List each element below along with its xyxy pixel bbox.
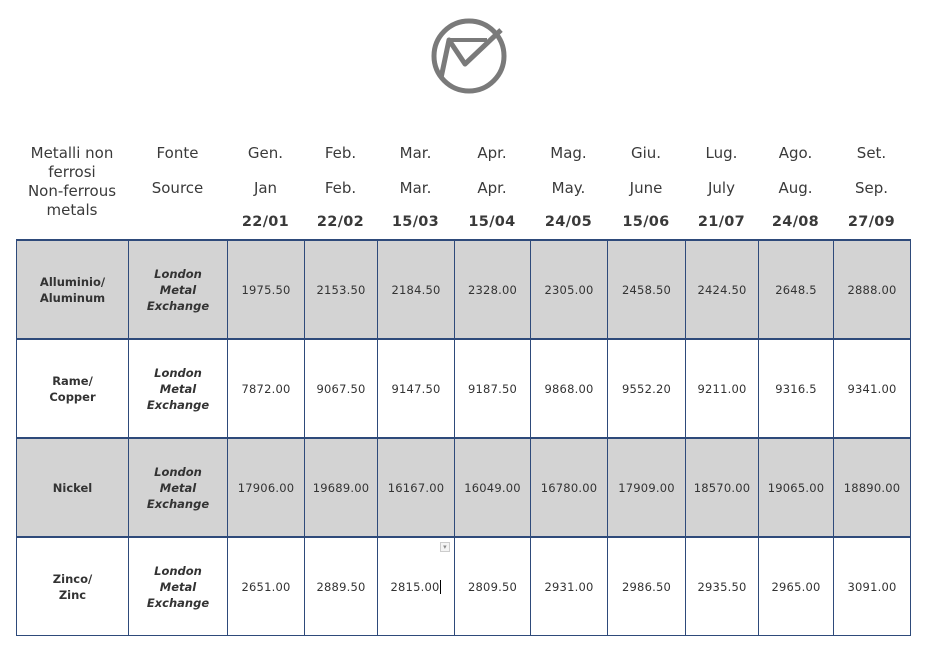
source-line: Metal [159, 381, 197, 396]
header-month-date: 15/03 [391, 214, 440, 230]
header-month-date: 15/06 [622, 214, 670, 230]
source-line: Exchange [146, 595, 210, 610]
header-month-en: Sep. [854, 179, 889, 197]
header-metals [16, 144, 128, 220]
company-logo-icon [427, 18, 511, 94]
header-month-en: Feb. [324, 179, 357, 197]
source-cell[interactable] [129, 438, 228, 537]
price-cell[interactable]: 9147.50 [378, 339, 455, 438]
source-line: Exchange [146, 397, 210, 412]
price-cell[interactable]: 16049.00 [455, 438, 531, 537]
source-line: Exchange [146, 496, 210, 511]
source-cell[interactable] [129, 537, 228, 636]
price-cell[interactable]: 2328.00 [455, 240, 531, 339]
header-month-date: 21/07 [697, 214, 746, 230]
price-cell[interactable]: 2935.50 [686, 537, 759, 636]
price-cell[interactable]: 18890.00 [834, 438, 911, 537]
table-row [17, 438, 911, 537]
metal-name-cell[interactable]: Zinco/ Zinc [17, 537, 129, 636]
price-cell[interactable] [378, 537, 455, 636]
metal-prices-table [16, 239, 911, 636]
header-source-it: Fonte [156, 144, 199, 162]
header-month-en: May. [551, 179, 586, 197]
price-cell[interactable]: 9067.50 [305, 339, 378, 438]
price-cell[interactable]: 17909.00 [608, 438, 686, 537]
source-line: London [154, 266, 202, 281]
header-metals-en: Non-ferrous metals [27, 182, 117, 219]
price-cell[interactable]: 2305.00 [531, 240, 608, 339]
source-line: Metal [159, 480, 197, 495]
header-month-it: Gen. [247, 144, 284, 162]
price-cell[interactable]: 19065.00 [759, 438, 834, 537]
price-cell[interactable]: 7872.00 [228, 339, 305, 438]
price-cell[interactable]: 2458.50 [608, 240, 686, 339]
price-cell[interactable]: 9341.00 [834, 339, 911, 438]
header-month-it: Set. [856, 144, 887, 162]
price-cell[interactable]: 2889.50 [305, 537, 378, 636]
price-cell[interactable]: 9316.5 [759, 339, 834, 438]
header-month-date: 27/09 [847, 214, 896, 230]
price-cell[interactable]: 9187.50 [455, 339, 531, 438]
price-cell[interactable]: 18570.00 [686, 438, 759, 537]
price-cell[interactable]: 2931.00 [531, 537, 608, 636]
table-row [17, 240, 911, 339]
price-cell[interactable]: 3091.00 [834, 537, 911, 636]
header-month-date: 15/04 [468, 214, 516, 230]
price-cell[interactable]: 17906.00 [228, 438, 305, 537]
price-cell[interactable]: 2986.50 [608, 537, 686, 636]
table-row [17, 339, 911, 438]
source-line: Exchange [146, 298, 210, 313]
table-row [17, 537, 911, 636]
header-metals-it: Metalli non ferrosi [30, 144, 114, 181]
header-month-it: Mag. [550, 144, 587, 162]
header-month-date: 24/08 [771, 214, 820, 230]
header-month-date: 24/05 [544, 214, 593, 230]
source-line: Metal [159, 579, 197, 594]
price-cell[interactable]: 16167.00 [378, 438, 455, 537]
price-cell[interactable]: 19689.00 [305, 438, 378, 537]
header-month-date: 22/02 [316, 214, 365, 230]
header-month-en: June [629, 179, 663, 197]
header-month-it: Mar. [399, 144, 432, 162]
price-cell[interactable]: 2184.50 [378, 240, 455, 339]
source-line: London [154, 563, 202, 578]
header-month-it: Feb. [324, 144, 357, 162]
header-month-it: Ago. [778, 144, 813, 162]
active-cell-wrapper [378, 538, 454, 635]
price-cell[interactable]: 2153.50 [305, 240, 378, 339]
dropdown-arrow-icon[interactable]: ▾ [440, 542, 450, 552]
metal-name-cell[interactable]: Alluminio/ Aluminum [17, 240, 129, 339]
source-line: London [154, 464, 202, 479]
price-cell[interactable]: 9868.00 [531, 339, 608, 438]
source-line: Metal [159, 282, 197, 297]
header-month-en: Aug. [778, 179, 813, 197]
header-month-it: Lug. [705, 144, 738, 162]
source-line: London [154, 365, 202, 380]
source-cell[interactable] [129, 240, 228, 339]
header-source-en: Source [151, 179, 204, 197]
header-month-en: July [708, 179, 735, 197]
text-cursor [440, 580, 441, 594]
price-cell[interactable]: 9552.20 [608, 339, 686, 438]
price-cell[interactable]: 9211.00 [686, 339, 759, 438]
metal-name-cell[interactable]: Rame/ Copper [17, 339, 129, 438]
header-month-en: Mar. [399, 179, 432, 197]
header-month-it: Apr. [477, 144, 507, 162]
price-cell[interactable]: 1975.50 [228, 240, 305, 339]
source-cell[interactable] [129, 339, 228, 438]
header-month-en: Jan [253, 179, 278, 197]
price-value: 2815.00 [390, 579, 440, 594]
header-month-en: Apr. [477, 179, 507, 197]
header-month-date: 22/01 [241, 214, 290, 230]
price-cell[interactable]: 2651.00 [228, 537, 305, 636]
price-cell[interactable]: 2965.00 [759, 537, 834, 636]
price-cell[interactable]: 2648.5 [759, 240, 834, 339]
price-cell[interactable]: 2888.00 [834, 240, 911, 339]
price-cell[interactable]: 2809.50 [455, 537, 531, 636]
price-cell[interactable]: 16780.00 [531, 438, 608, 537]
metal-name-cell[interactable]: Nickel [17, 438, 129, 537]
header-month-it: Giu. [630, 144, 662, 162]
price-cell[interactable]: 2424.50 [686, 240, 759, 339]
